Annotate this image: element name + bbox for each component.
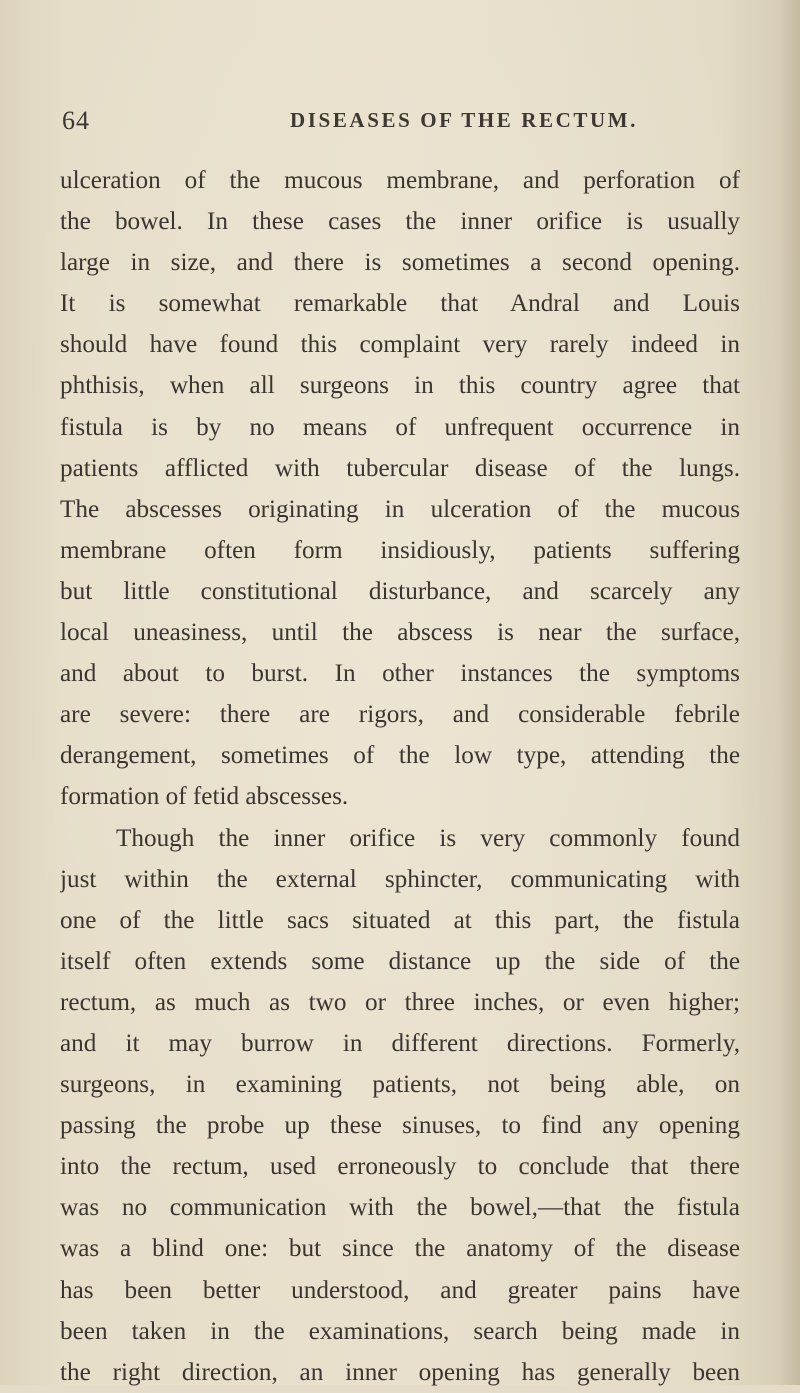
text-line: fistula is by no means of unfrequent occurrence in <box>60 413 740 441</box>
text-line: has been better understood, and greater pains have <box>60 1276 740 1304</box>
text-line: the bowel. In these cases the inner orifice is usually <box>60 208 740 236</box>
page-number: 64 <box>62 106 90 135</box>
text-line: been taken in the examinations, search being made in <box>60 1317 740 1345</box>
text-line: and it may burrow in different directions. Formerly, <box>60 1029 740 1057</box>
text-line: It is somewhat remarkable that Andral and Louis <box>60 290 740 318</box>
text-line: surgeons, in examining patients, not being able, on <box>60 1071 740 1099</box>
text-line: are severe: there are rigors, and considerable febrile <box>60 701 740 729</box>
text-line: just within the external sphincter, communicating with <box>60 865 740 893</box>
text-line: ulceration of the mucous membrane, and perforation of <box>60 167 740 194</box>
text-line: passing the probe up these sinuses, to find any opening <box>60 1112 740 1140</box>
text-line: was no communication with the bowel,—that the fistula <box>60 1194 740 1222</box>
text-line: patients afflicted with tubercular disease of the lungs. <box>60 454 740 482</box>
text-line: The abscesses originating in ulceration of the mucous <box>60 495 740 523</box>
text-line: into the rectum, used erroneously to conclude that there <box>60 1153 740 1181</box>
page-edge-shadow <box>778 0 800 1385</box>
text-line: phthisis, when all surgeons in this country agree that <box>60 372 740 400</box>
text-line: should have found this complaint very rarely indeed in <box>60 331 740 359</box>
text-line: Though the inner orifice is very commonly found <box>116 824 740 852</box>
text-line: itself often extends some distance up the side of the <box>60 947 740 975</box>
text-line: membrane often form insidiously, patients suffering <box>60 536 740 564</box>
text-line: the right direction, an inner opening has generally been <box>60 1358 740 1386</box>
page-header <box>62 106 762 140</box>
running-title: DISEASES OF THE RECTUM. <box>290 108 639 132</box>
text-line: large in size, and there is sometimes a second opening. <box>60 249 740 277</box>
text-line: formation of fetid abscesses. <box>60 783 349 811</box>
text-line: but little constitutional disturbance, and scarcely any <box>60 577 740 605</box>
text-line: rectum, as much as two or three inches, or even higher; <box>60 988 740 1016</box>
text-line: and about to burst. In other instances the symptoms <box>60 660 740 688</box>
text-line: derangement, sometimes of the low type, attending the <box>60 742 740 770</box>
text-line: local uneasiness, until the abscess is near the surface, <box>60 619 740 647</box>
text-line: one of the little sacs situated at this part, the fistula <box>60 906 740 934</box>
text-line: was a blind one: but since the anatomy of the disease <box>60 1235 740 1263</box>
body-text <box>60 160 740 1393</box>
